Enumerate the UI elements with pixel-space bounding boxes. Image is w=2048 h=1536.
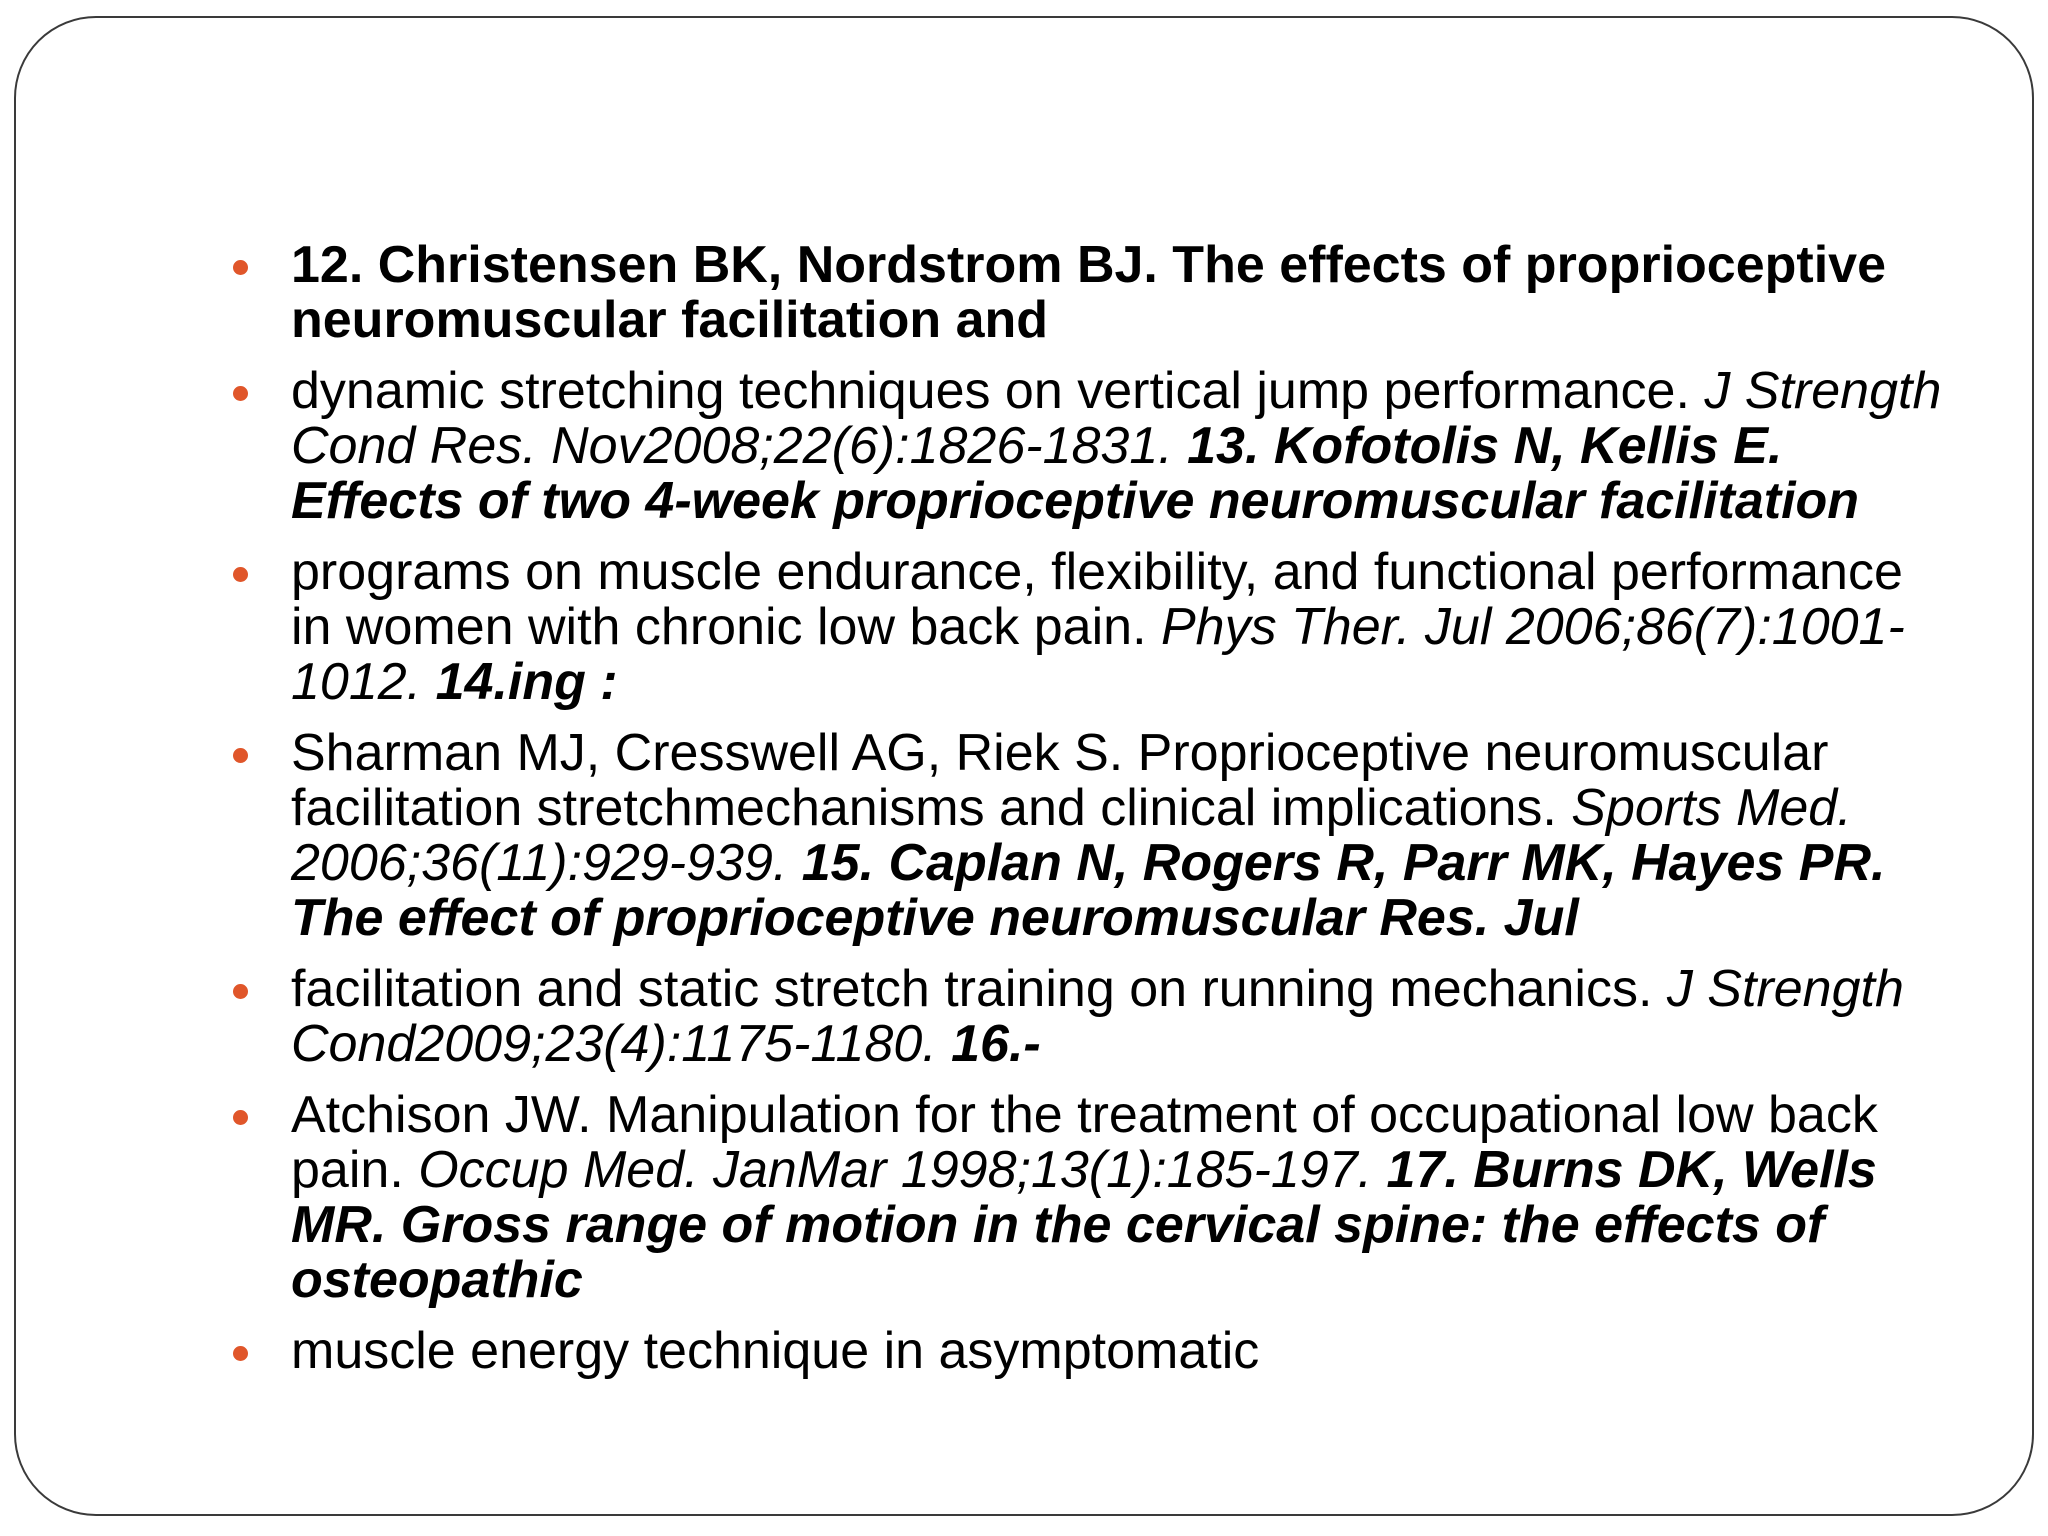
journal-citation: J Strength Cond2009;23(4):1175-1180.: [291, 960, 1904, 1073]
reference-title: 13. Kofotolis N, Kellis E. Effects of two 4-week proprioceptive neuromuscular facilitation: [291, 417, 1860, 530]
bullet-dot-icon: [233, 567, 248, 582]
list-item: [227, 726, 1947, 946]
bullet-dot-icon: [233, 260, 248, 275]
list-item: [227, 364, 1947, 529]
bullet-dot-icon: [233, 748, 248, 763]
reference-list: [227, 238, 1947, 1395]
journal-citation: J Strength Cond Res. Nov2008;22(6):1826-1831.: [291, 362, 1942, 475]
reference-title: 16.-: [951, 1015, 1041, 1073]
bullet-dot-icon: [233, 984, 248, 999]
reference-text: muscle energy technique in asymptomatic: [291, 1322, 1260, 1380]
reference-title: 15. Caplan N, Rogers R, Parr MK, Hayes PR. The effect of proprioceptive neuromuscular Res. Jul: [291, 834, 1886, 947]
reference-text: programs on muscle endurance, flexibility, and functional performance in women with chronic low back pain.: [291, 543, 1903, 656]
reference-bold-text: 12. Christensen BK, Nordstrom BJ. The effects of proprioceptive neuromuscular facilitation and: [291, 236, 1886, 349]
list-item: [227, 1324, 1947, 1379]
journal-citation: Occup Med. JanMar 1998;13(1):185-197.: [418, 1141, 1387, 1199]
list-item: [227, 545, 1947, 710]
bullet-dot-icon: [233, 1110, 248, 1125]
journal-citation: Phys Ther. Jul 2006;86(7):1001-1012.: [291, 598, 1905, 711]
journal-citation: Sports Med. 2006;36(11):929-939.: [291, 779, 1852, 892]
bullet-dot-icon: [233, 386, 248, 401]
reference-text: Atchison JW. Manipulation for the treatment of occupational low back pain.: [291, 1086, 1878, 1199]
reference-title: 14.ing :: [435, 653, 618, 711]
reference-title: 17. Burns DK, Wells MR. Gross range of motion in the cervical spine: the effects of osteopathic: [291, 1141, 1877, 1309]
slide-frame: [14, 16, 2034, 1516]
reference-text: dynamic stretching techniques on vertical jump performance.: [291, 362, 1705, 420]
bullet-dot-icon: [233, 1346, 248, 1361]
list-item: [227, 1088, 1947, 1308]
list-item: [227, 962, 1947, 1072]
list-item: [227, 238, 1947, 348]
reference-text: facilitation and static stretch training on running mechanics.: [291, 960, 1667, 1018]
reference-text: Sharman MJ, Cresswell AG, Riek S. Proprioceptive neuromuscular facilitation stretchmechanisms and clinical implications.: [291, 724, 1829, 837]
